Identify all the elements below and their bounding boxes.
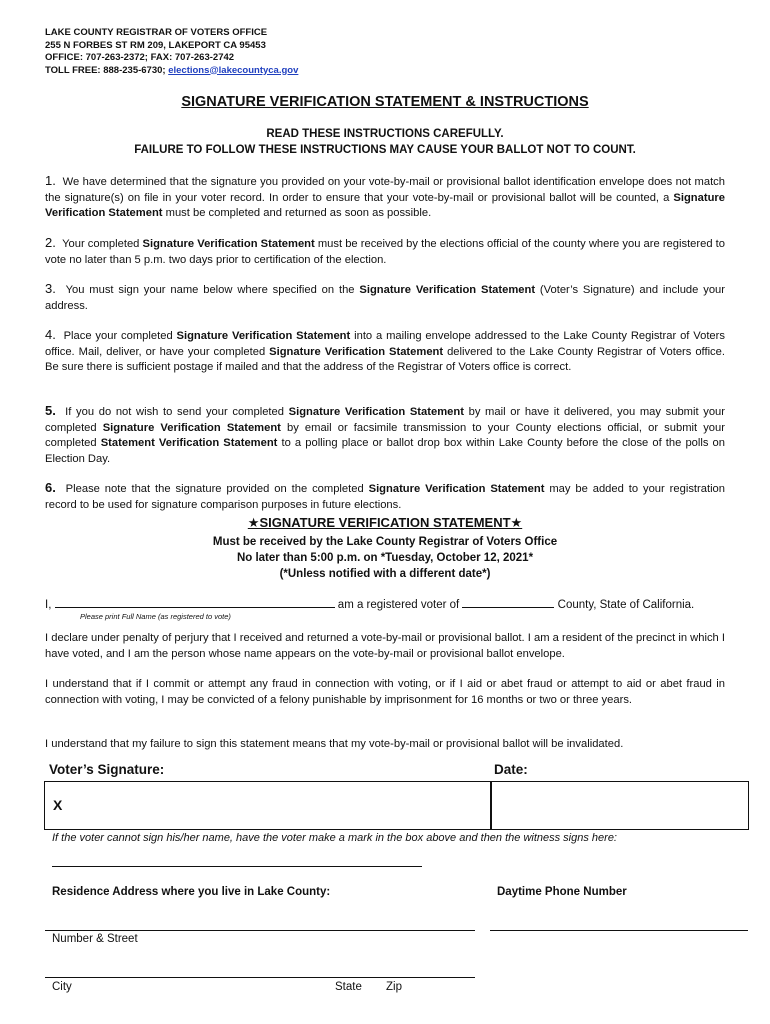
statement-deadline-2: No later than 5:00 p.m. on *Tuesday, October 12, 2021*: [236, 552, 534, 564]
instruction-text: If you do not wish to send your completed: [65, 406, 289, 418]
instruction-text: to a polling place or ballot drop box within Lake County before the close of the polls on Election Day.: [45, 437, 725, 465]
bold-term: Signature Verification Statement: [359, 284, 536, 296]
instruction-3: [45, 281, 725, 314]
instruction-text: Please note that the signature provided on the completed: [65, 483, 369, 495]
instruction-number: 1.: [45, 173, 56, 188]
registered-voter-text: am a registered voter of: [337, 599, 460, 611]
instruction-text: (Voter’s Signature) and include your address.: [45, 284, 725, 312]
office-name: LAKE COUNTY REGISTRAR OF VOTERS OFFICE: [45, 27, 268, 38]
signature-x-mark: X: [53, 797, 63, 813]
bold-term: Signature Verification Statement: [288, 406, 464, 418]
voter-signature-label: Voter’s Signature:: [49, 762, 165, 777]
bold-term: Signature Verification Statement: [102, 421, 281, 434]
mark-instruction: If the voter cannot sign his/her name, have the voter make a mark in the box above and then the witness signs here:: [52, 832, 617, 844]
city-state-zip-line[interactable]: [45, 977, 475, 978]
instruction-number: 6.: [45, 480, 56, 495]
instruction-text: Place your completed: [63, 330, 177, 342]
bold-term: Signature Verification Statement: [269, 345, 444, 358]
instruction-text: delivered to the Lake County Registrar of Voters office. Be sure there is sufficient postage if mailed and that the address of the Registrar of Voters office is correct.: [45, 345, 725, 373]
instruction-number: 4.: [45, 327, 56, 342]
invalidation-notice: I understand that my failure to sign this statement means that my vote-by-mail or provisional ballot will be invalidated.: [45, 738, 624, 750]
bold-term: Signature Verification Statement: [368, 483, 545, 495]
phone-number-line[interactable]: [490, 930, 748, 931]
instruction-text: must be completed and returned as soon as possible.: [162, 207, 432, 219]
instruction-text: We have determined that the signature you provided on your vote-by-mail or provisional ballot identification envelope does not match the signature(s) on file in your voter record. In order to ensure that your vote-by-mail or provisional ballot will be counted, a: [45, 176, 725, 204]
perjury-declaration: I declare under penalty of perjury that I received and returned a vote-by-mail or provisional ballot. I am a resident of the precinct in which I have voted, and I am the person whose name appears on the vote-by-mail or provisional ballot envelope.: [45, 632, 725, 660]
instruction-number: 3.: [45, 281, 56, 296]
office-toll-free-row: [45, 65, 298, 78]
bold-term: Signature Verification Statement: [176, 330, 351, 342]
instruction-text: may be added to your registration record to be used for signature comparison purposes in future elections.: [45, 483, 726, 511]
city-label: City: [52, 981, 72, 993]
instruction-text: by email or facsimile transmission to your County elections official, or submit your completed: [45, 421, 725, 449]
instruction-number: 5.: [45, 403, 56, 418]
signature-box[interactable]: [44, 781, 492, 830]
statement-deadline-3: (*Unless notified with a different date*): [279, 568, 491, 580]
instruction-4: [45, 327, 725, 376]
instruction-text: by mail or have it delivered, you may submit your completed: [45, 406, 725, 434]
statement-title: ★SIGNATURE VERIFICATION STATEMENT★: [247, 515, 523, 530]
instruction-1: [45, 173, 725, 222]
name-hint: Please print Full Name (as registered to vote): [80, 612, 231, 621]
full-name-field[interactable]: [55, 595, 335, 608]
state-suffix-text: County, State of California.: [557, 599, 695, 611]
i-prefix: I,: [45, 599, 52, 611]
page-title: SIGNATURE VERIFICATION STATEMENT & INSTRUCTIONS: [181, 94, 589, 110]
warning-line-1: READ THESE INSTRUCTIONS CAREFULLY.: [266, 128, 504, 140]
date-label: Date:: [494, 762, 528, 777]
fraud-warning: I understand that if I commit or attempt any fraud in connection with voting, or if I aid or abet fraud or attempt to aid or abet fraud in connection with voting, I may be convicted of a felony punishable by imprisonment for 16 months or two or three years.: [45, 678, 725, 706]
bold-term: Signature Verification Statement: [142, 238, 315, 250]
warning-line-2: FAILURE TO FOLLOW THESE INSTRUCTIONS MAY CAUSE YOUR BALLOT NOT TO COUNT.: [134, 144, 636, 156]
date-box[interactable]: [490, 781, 749, 830]
zip-label: Zip: [386, 981, 402, 993]
instruction-5: [45, 403, 725, 467]
toll-free-text: TOLL FREE: 888-235-6730;: [45, 64, 166, 76]
bold-term: Signature Verification Statement: [45, 191, 725, 219]
office-header: [45, 27, 298, 77]
email-link[interactable]: elections@lakecountyca.gov: [168, 64, 299, 76]
residence-address-label: Residence Address where you live in Lake County:: [52, 886, 331, 898]
office-phone-fax: OFFICE: 707-263-2372; FAX: 707-263-2742: [45, 52, 235, 63]
county-field[interactable]: [462, 595, 554, 608]
state-label: State: [335, 981, 362, 993]
bold-term: Statement Verification Statement: [100, 437, 278, 449]
instruction-text: must be received by the elections official of the county where you are registered to vote no later than 5 p.m. two days prior to certification of the election.: [45, 238, 726, 266]
instruction-number: 2.: [45, 235, 56, 250]
witness-signature-line[interactable]: [52, 866, 422, 867]
daytime-phone-label: Daytime Phone Number: [497, 886, 627, 898]
voter-declaration-row: [45, 595, 727, 611]
statement-deadline-1: Must be received by the Lake County Registrar of Voters Office: [212, 536, 558, 548]
office-address: 255 N FORBES ST RM 209, LAKEPORT CA 95453: [45, 39, 266, 51]
instruction-text: Your completed: [62, 238, 143, 250]
instruction-text: into a mailing envelope addressed to the Lake County Registrar of Voters office. Mail, deliver, or have your completed: [45, 330, 725, 358]
street-address-line[interactable]: [45, 930, 475, 931]
instruction-6: [45, 480, 725, 513]
instruction-2: [45, 235, 725, 268]
number-street-label: Number & Street: [52, 933, 138, 945]
instruction-text: You must sign your name below where specified on the: [65, 284, 360, 296]
